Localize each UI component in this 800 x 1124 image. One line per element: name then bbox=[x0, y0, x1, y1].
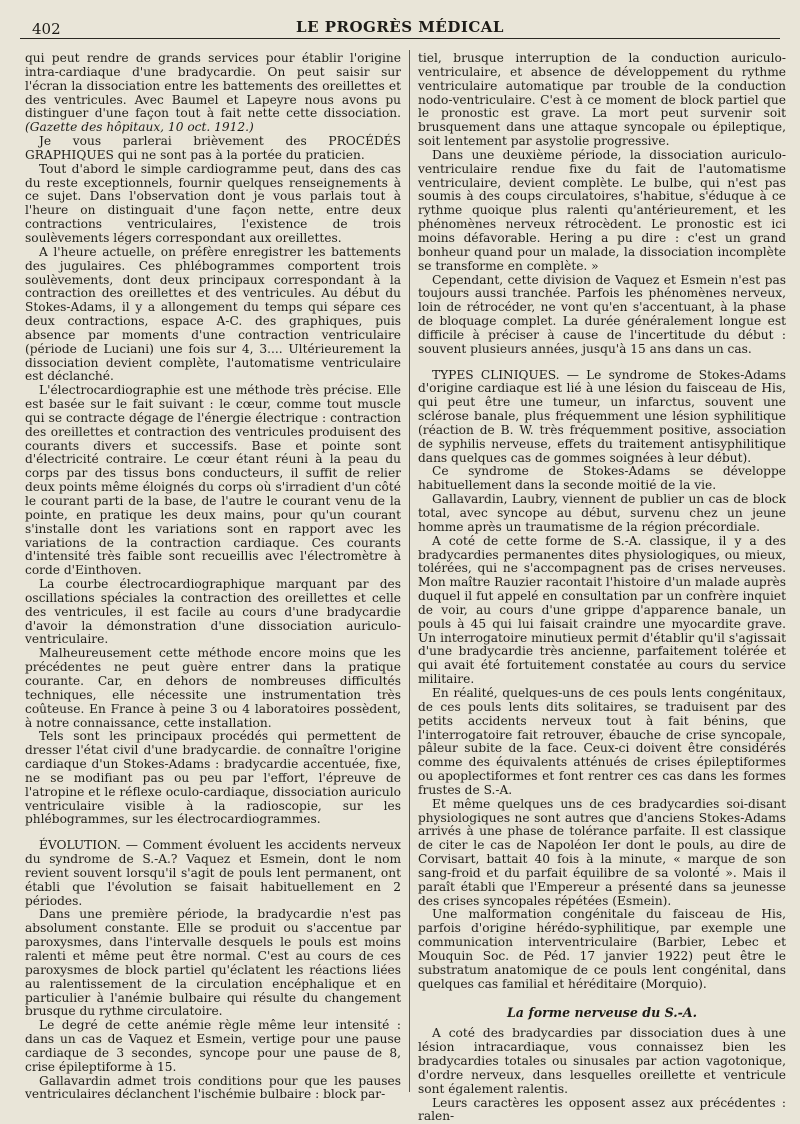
section-evolution: ÉVOLUTION. — Comment évoluent les accidents nerveux du syndrome de S.-A.? Vaquez et Esmein, dont le nom revient souvent lorsqu'il s'agit de pouls lent permanent, ont établi que l'évolution se faisait habituellement en 2 périodes. bbox=[25, 838, 401, 908]
paragraph: A coté des bradycardies par dissociation dues à une lésion intracardiaque, vous connaissez bien les bradycardies totales ou sinusales par action vagotonique, d'ordre nerveux, dans lesquelles oreillette et ventricule sont également ralentis. bbox=[418, 1026, 786, 1096]
paragraph: Gallavardin admet trois conditions pour que les pauses ventriculaires déclanchent l'ischémie bulbaire : block par- bbox=[25, 1073, 401, 1102]
paragraph: Dans une deuxième période, la dissociation auriculo-ventriculaire rendue fixe du fait de l'automatisme ventriculaire, devient complète. Le bulbe, qui n'est pas soumis à des coups circulatoires, s'habitue, s'éduque à ce rythme quoique plus ralenti qu'antérieurement, et les phénomènes nerveux rétrocèdent. Le pronostic est ici moins défavorable. Hering a pu dire : c'est un grand bonheur quand pour un malade, la dissociation incomplète se transforme en complète. » bbox=[418, 147, 786, 273]
page-number: 402 bbox=[32, 20, 61, 38]
paragraph: Dans une première période, la bradycardie n'est pas absolument constante. Elle se produit ou s'accentue par paroxysmes, dans l'intervalle desquels le pouls est moins ralenti et même peut être normal. C'est au cours de ces paroxysmes de block partiel qu'éclatent les réactions liées au ralentissement de la circulation encéphalique et en particulier à l'anémie bulbaire qui résulte du changement brusque du rythme circulatoire. bbox=[25, 907, 401, 1019]
paragraph: L'électrocardiographie est une méthode très précise. Elle est basée sur le fait suivant : le cœur, comme tout muscle qui se contracte dégage de l'énergie électrique : contraction des oreillettes et contraction des ventricules produisent des courants divers et successifs. Base et pointe sont d'électricité contraire. Le cœur étant réuni à la peau du corps par des tissus bons conducteurs, il suffit de relier deux points même éloignés du corps où s'irradient d'un côté le courant parti de la base, de l'autre le courant venu de la pointe, en pratique les deux mains, pour qu'un courant s'installe dont les variations sont en rapport avec les variations de la contraction cardiaque. Ces courants d'intensité très faible sont recueillis avec l'électromètre à corde d'Einthoven. bbox=[25, 383, 401, 578]
paragraph: Tels sont les principaux procédés qui permettent de dresser l'état civil d'une bradycardie. de connaître l'origine cardiaque d'un Stokes-Adams : bradycardie accentuée, fixe, ne se modifiant pas ou peu par l'effort, l'épreuve de l'atropine et le réflexe oculo-cardiaque, dissociation auriculo ventriculaire visible à la radioscopie, sur les phlébogrammes, sur les électrocardiogrammes. bbox=[25, 729, 401, 827]
paragraph: En réalité, quelques-uns de ces pouls lents congénitaux, de ces pouls lents dits solitaires, se traduisent par des petits accidents nerveux tout à fait bénins, que l'interrogatoire fait retrouver, ébauche de crise syncopale, pâleur subite de la face. Ceux-ci doivent être considérés comme des équivalents atténués de crises épileptiformes ou apoplectiformes et font rentrer ces cas dans les formes frustes de S.-A. bbox=[418, 685, 786, 797]
paragraph: qui peut rendre de grands services pour établir l'origine intra-cardiaque d'une bradycardie. On peut saisir sur l'écran la dissociation entre les battements des oreillettes et des ventricules. Avec Baumel et Lapeyre nous avons pu distinguer d'une façon tout à fait nette cette dissociation. (Gazette des hôpitaux, 10 oct. 1912.) bbox=[25, 51, 401, 135]
paragraph: Et même quelques uns de ces bradycardies soi-disant physiologiques ne sont autres que d'anciens Stokes-Adams arrivés à une phase de tolérance parfaite. Il est classique de citer le cas de Napoléon Ier dont le pouls, au dire de Corvisart, battait 40 fois à la minute, « marque de son sang-froid et du parfait équilibre de sa volonté ». Mais il paraît établi que l'Empereur a présenté dans sa jeunesse des crises syncopales répétées (Esmein). bbox=[418, 796, 786, 908]
column-divider bbox=[409, 50, 410, 1092]
paragraph: Le degré de cette anémie règle même leur intensité : dans un cas de Vaquez et Esmein, vertige pour une pause cardiaque de 3 secondes, syncope pour une pause de 8, crise épileptiforme à 15. bbox=[25, 1018, 401, 1074]
paragraph: Je vous parlerai brièvement des PROCÉDÉS GRAPHIQUES qui ne sont pas à la portée du praticien. bbox=[25, 134, 401, 162]
paragraph: Cependant, cette division de Vaquez et Esmein n'est pas toujours aussi tranchée. Parfois les phénomènes nerveux, loin de rétrocéder, ne vont qu'en s'accentuant, à la phase de bloquage complet. La durée généralement longue est difficile à préciser à cause de l'incertitude du début : souvent plusieurs années, jusqu'à 15 ans dans un cas. bbox=[418, 272, 786, 356]
paragraph: La courbe électrocardiographique marquant par des oscillations spéciales la contraction des oreillettes et celle des ventricules, il est facile au cours d'une bradycardie d'avoir la démonstration d'une dissociation auriculo-ventriculaire. bbox=[25, 577, 401, 647]
running-title: LE PROGRÈS MÉDICAL bbox=[296, 18, 504, 36]
paragraph: Leurs caractères les opposent assez aux précédentes : ralen- bbox=[418, 1095, 786, 1124]
right-column bbox=[418, 51, 786, 1124]
paragraph: Tout d'abord le simple cardiogramme peut, dans des cas du reste exceptionnels, fournir quelques renseignements à ce sujet. Dans l'observation dont je vous parlais tout à l'heure on distinguait d'une façon nette, entre deux contractions ventriculaires, l'existence de trois soulèvements légers correspondant aux oreillettes. bbox=[25, 161, 401, 245]
paragraph: Malheureusement cette méthode encore moins que les précédentes ne peut guère entrer dans la pratique courante. Car, en dehors de nombreuses difficultés techniques, elle nécessite une instrumentation très coûteuse. En France à peine 3 ou 4 laboratoires possèdent, à notre connaissance, cette installation. bbox=[25, 646, 401, 730]
page-header bbox=[20, 14, 780, 39]
citation: (Gazette des hôpitaux, 10 oct. 1912.) bbox=[25, 120, 254, 135]
paragraph: tiel, brusque interruption de la conduction auriculo-ventriculaire, et absence de développement du rythme ventriculaire automatique par trouble de la conduction nodo-ventriculaire. C'est à ce moment de block partiel que le pronostic est grave. La mort peut survenir soit brusquement dans une attaque syncopale ou épileptique, soit lentement par asystolie progressive. bbox=[418, 51, 786, 149]
section-types-cliniques: TYPES CLINIQUES. — Le syndrome de Stokes-Adams d'origine cardiaque est lié à une lésion du faisceau de His, qui peut être une tumeur, un infarctus, souvent une sclérose banale, plus fréquemment une lésion syphilitique (réaction de B. W. très fréquemment positive, association de syphilis nerveuse, effets du traitement antisyphilitique dans quelques cas de gommes soignées à leur début). bbox=[418, 367, 786, 465]
left-column bbox=[25, 51, 401, 1102]
paragraph: A coté de cette forme de S.-A. classique, il y a des bradycardies permanentes dites physiologiques, ou mieux, tolérées, qui ne s'accompagnent pas de crises nerveuses. Mon maître Rauzier racontait l'histoire d'un malade auprès duquel il fut appelé en consultation par un confrère inquiet de voir, au cours d'une grippe d'apparence banale, un pouls à 45 qui lui faisait craindre une myocardite grave. Un interrogatoire minutieux permit d'établir qu'il s'agissait d'une bradycardie très ancienne, parfaitement tolérée et qui avait été fortuitement constatée au cours du service militaire. bbox=[418, 533, 786, 687]
paragraph: Ce syndrome de Stokes-Adams se développe habituellement dans la seconde moitié de la vie. bbox=[418, 464, 786, 493]
paragraph: A l'heure actuelle, on préfère enregistrer les battements des jugulaires. Ces phlébogrammes comportent trois soulèvements, dont deux principaux correspondant à la contraction des oreillettes et des ventricules. Au début du Stokes-Adams, il y a allongement du temps qui sépare ces deux contractions, espace A-C. des graphiques, puis absence par moments d'une contraction ventriculaire (période de Luciani) une fois sur 4, 3.... Ultérieurement la dissociation devient complète, l'automatisme ventriculaire est déclanché. bbox=[25, 244, 401, 384]
section-heading: La forme nerveuse du S.-A. bbox=[506, 1004, 698, 1020]
paragraph: Gallavardin, Laubry, viennent de publier un cas de block total, avec syncope au début, survenu chez un jeune homme après un traumatisme de la région précordiale. bbox=[418, 492, 786, 534]
paragraph: Une malformation congénitale du faisceau de His, parfois d'origine hérédo-syphilitique, par exemple une communication interventriculaire (Barbier, Lebec et Mouquin Soc. de Péd. 17 janvier 1922) peut être le substratum anatomique de ce pouls lent congénital, dans quelques cas familial et héréditaire (Morquio). bbox=[418, 907, 786, 991]
